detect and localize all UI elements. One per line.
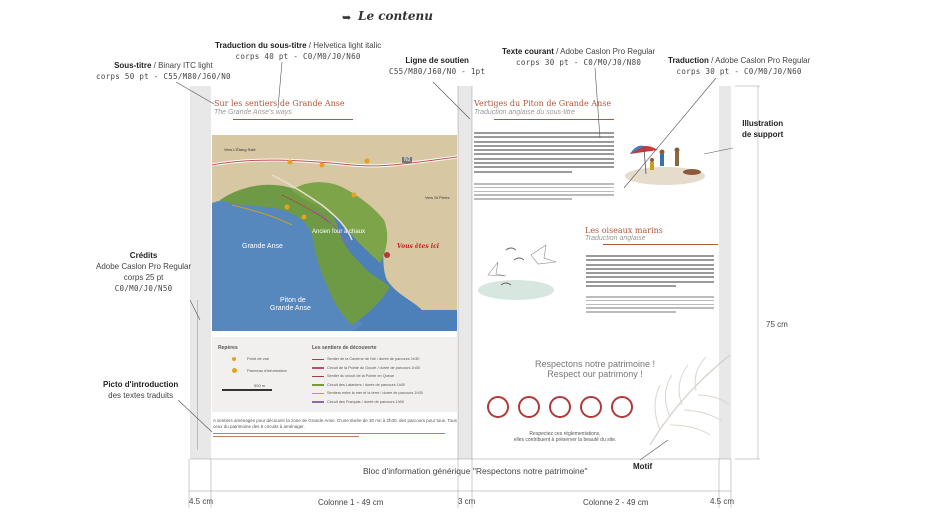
legend-item-label: Sentier de la Caverne de l'air / durée de parcours 1h30	[327, 357, 420, 362]
right-translation-2: Traduction anglaise	[585, 235, 646, 242]
dim-gutter: 3 cm	[458, 497, 476, 506]
respect-fr: Respectons notre patrimoine !	[534, 359, 656, 369]
map-you-are-here: Vous êtes ici	[397, 243, 440, 250]
annot-sous-titre: Sous-titre / Binary ITC light corps 50 pt - C55/M80/J60/N0	[96, 61, 231, 81]
legend-item-label: Circuit de la Pointe du Gouzé / durée de parcours 1h30	[327, 365, 420, 370]
map-road-label: Vers L'Étang Salé	[224, 147, 256, 152]
map-route-badge: N2	[404, 157, 411, 163]
rules-line-2: elles contribuent à préserver la beauté du site.	[513, 437, 617, 443]
right-subtitle-2: Les oiseaux marins	[585, 226, 663, 235]
map-piton-label-1: Piton de	[280, 297, 306, 304]
respect-en: Respect our patrimony !	[547, 369, 643, 379]
legend-item-label: Sentiers entre la mer et la terre / durée de parcours 1h30	[327, 391, 423, 396]
dim-col2: Colonne 2 - 49 cm	[583, 498, 649, 507]
left-translation: The Grande Anse's ways	[214, 109, 292, 116]
legend-scale: 500 m	[254, 383, 266, 388]
annot-illustration: Illustration de support	[742, 119, 784, 139]
legend-point-vue: Point de vue	[247, 356, 270, 361]
rules-line-1: Respectez ces réglementations,	[529, 431, 601, 437]
map-piton-label-2: Grande Anse	[270, 305, 311, 312]
annot-texte-courant: Texte courant / Adobe Caslon Pro Regular corps 30 pt - C0/M0/J0/N80	[502, 47, 656, 67]
annot-traduction-sous-titre: Traduction du sous-titre / Helvetica light italic corps 40 pt - C0/M0/J0/N60	[215, 41, 382, 61]
map-saint-pierre-label: Vers St Pierre	[425, 195, 450, 200]
dim-margin-right: 4.5 cm	[710, 497, 735, 506]
annot-ligne-soutien: Ligne de soutien C55/M80/J60/N0 - 1pt	[389, 56, 486, 76]
dim-margin-left: 4.5 cm	[189, 497, 214, 506]
legend-item-label: Sentier du circuit de la Pointe en Queue	[327, 374, 395, 379]
annot-picto: Picto d'introduction des textes traduits	[103, 380, 179, 400]
legend-sentiers: Les sentiers de découverte	[312, 345, 377, 351]
annot-credits: Crédits Adobe Caslon Pro Regular corps 25 pt C0/M0/J0/N50	[96, 251, 192, 293]
legend-panneau: Panneau d'information	[247, 368, 287, 373]
annot-bloc: Bloc d'information générique "Respectons notre patrimoine"	[363, 466, 588, 476]
right-translation: Traduction anglaise du sous-titre	[474, 109, 576, 116]
left-footer-text: A sentiers aménagés pour découvrir la zone de Grande Anse. D'une durée de 30 mn à 2h30, des parcours pour tous. Tous ceux du patrimoine des 5 circuits à aménager.	[213, 418, 457, 429]
legend-reperes: Repères	[218, 345, 238, 351]
right-subtitle: Vertiges du Piton de Grande Anse	[474, 99, 612, 108]
legend-item-label: Circuit des Lataniers / durée de parcours 1h00	[327, 382, 406, 387]
map-anse-label: Grande Anse	[242, 243, 283, 250]
dim-height: 75 cm	[766, 320, 788, 329]
title-arrow-icon: ➥	[342, 12, 352, 24]
legend-item-label: Circuit des Français / durée de parcours 1h00	[327, 399, 405, 404]
annot-traduction: Traduction / Adobe Caslon Pro Regular corps 30 pt - C0/M0/J0/N60	[668, 56, 811, 76]
map-ancien-label: Ancien four à chaux	[312, 229, 366, 235]
page-title: Le contenu	[358, 9, 433, 23]
annot-motif: Motif	[633, 462, 653, 471]
dim-col1: Colonne 1 - 49 cm	[318, 498, 384, 507]
left-subtitle: Sur les sentiers de Grande Anse	[214, 99, 345, 108]
